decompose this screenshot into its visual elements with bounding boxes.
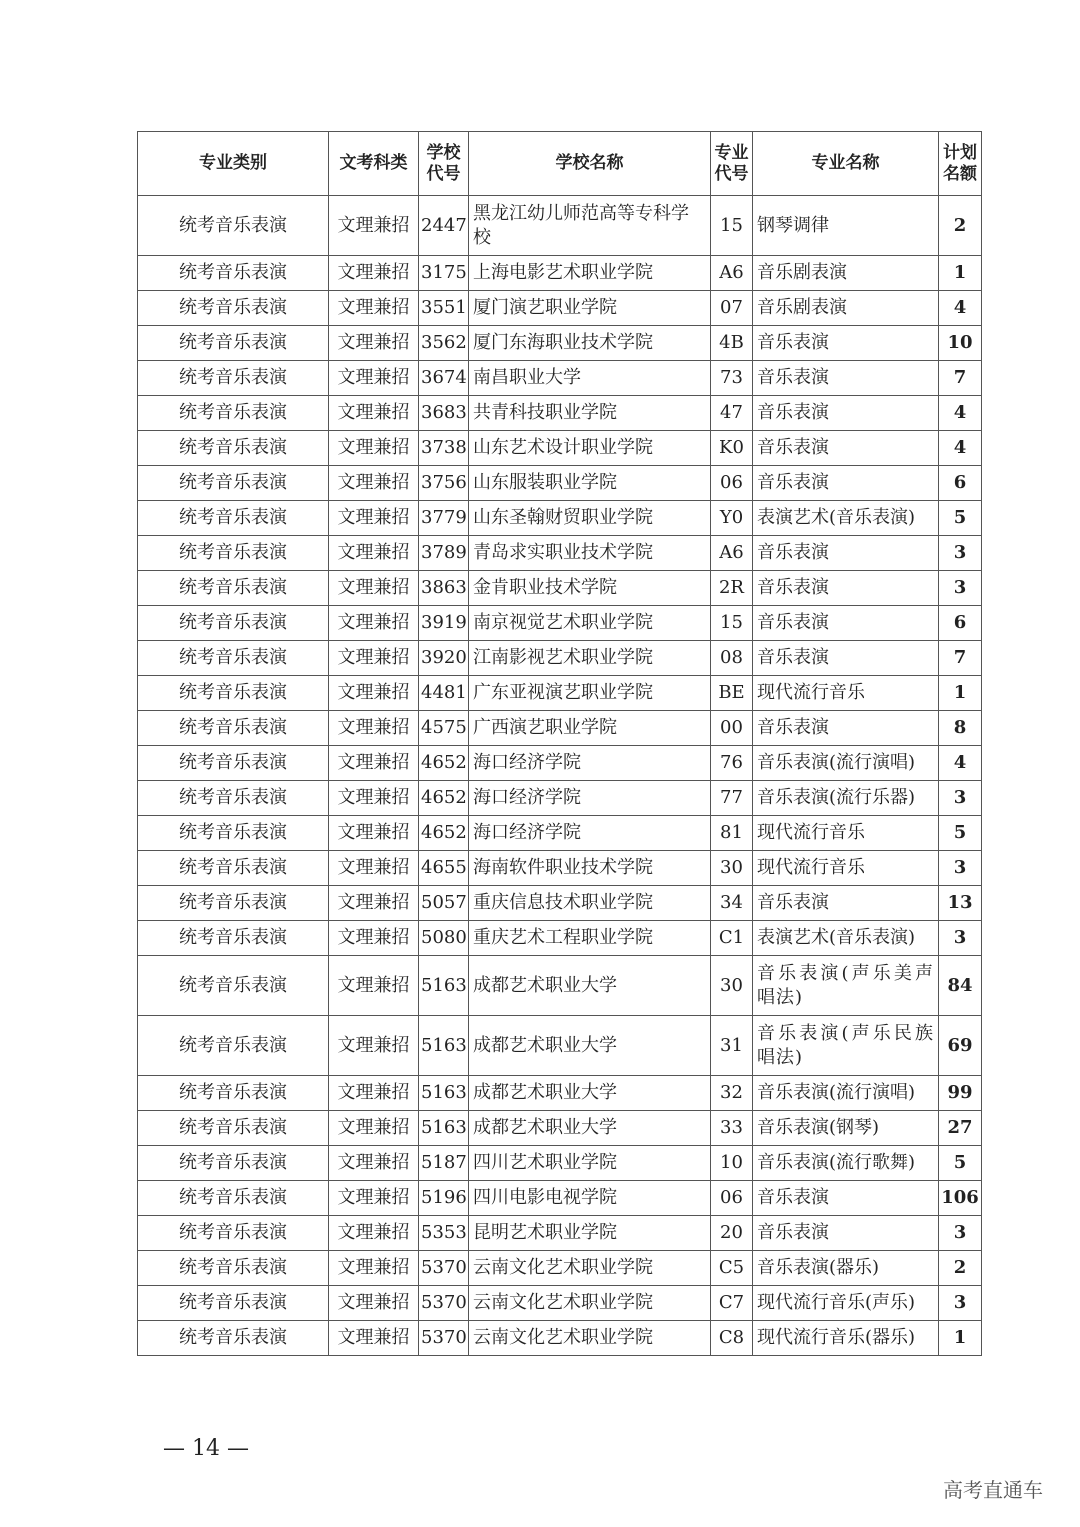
cell-plan-quota: 3 bbox=[939, 536, 982, 571]
cell-school-name: 四川艺术职业学院 bbox=[469, 1146, 711, 1181]
cell-major-code: A6 bbox=[711, 536, 753, 571]
cell-plan-quota: 3 bbox=[939, 571, 982, 606]
cell-major-code: 34 bbox=[711, 886, 753, 921]
cell-plan-quota: 5 bbox=[939, 816, 982, 851]
cell-school-name: 海口经济学院 bbox=[469, 746, 711, 781]
cell-major-code: 2R bbox=[711, 571, 753, 606]
cell-plan-quota: 5 bbox=[939, 501, 982, 536]
cell-major-name: 音乐表演 bbox=[753, 326, 939, 361]
cell-school-code: 5187 bbox=[419, 1146, 469, 1181]
cell-school-name: 海南软件职业技术学院 bbox=[469, 851, 711, 886]
cell-category: 统考音乐表演 bbox=[138, 956, 329, 1016]
cell-category: 统考音乐表演 bbox=[138, 1016, 329, 1076]
cell-plan-quota: 1 bbox=[939, 676, 982, 711]
cell-school-code: 4481 bbox=[419, 676, 469, 711]
cell-major-code: C7 bbox=[711, 1286, 753, 1321]
cell-school-code: 4655 bbox=[419, 851, 469, 886]
cell-exam-type: 文理兼招 bbox=[329, 746, 419, 781]
cell-plan-quota: 1 bbox=[939, 1321, 982, 1356]
cell-major-code: 33 bbox=[711, 1111, 753, 1146]
header-school-code: 学校代号 bbox=[419, 132, 469, 196]
cell-school-code: 5163 bbox=[419, 1111, 469, 1146]
cell-school-name: 云南文化艺术职业学院 bbox=[469, 1321, 711, 1356]
cell-major-name: 音乐表演 bbox=[753, 641, 939, 676]
table-row bbox=[138, 1216, 982, 1251]
cell-category: 统考音乐表演 bbox=[138, 711, 329, 746]
cell-plan-quota: 84 bbox=[939, 956, 982, 1016]
cell-plan-quota: 5 bbox=[939, 1146, 982, 1181]
table-row bbox=[138, 196, 982, 256]
cell-plan-quota: 2 bbox=[939, 1251, 982, 1286]
cell-school-name: 上海电影艺术职业学院 bbox=[469, 256, 711, 291]
table-row bbox=[138, 536, 982, 571]
table-row bbox=[138, 1286, 982, 1321]
cell-category: 统考音乐表演 bbox=[138, 256, 329, 291]
cell-school-name: 南昌职业大学 bbox=[469, 361, 711, 396]
cell-major-code: 76 bbox=[711, 746, 753, 781]
cell-school-code: 4575 bbox=[419, 711, 469, 746]
cell-major-code: 00 bbox=[711, 711, 753, 746]
cell-school-name: 南京视觉艺术职业学院 bbox=[469, 606, 711, 641]
table-row bbox=[138, 851, 982, 886]
cell-exam-type: 文理兼招 bbox=[329, 361, 419, 396]
cell-school-name: 重庆艺术工程职业学院 bbox=[469, 921, 711, 956]
cell-school-code: 2447 bbox=[419, 196, 469, 256]
cell-major-name: 现代流行音乐(声乐) bbox=[753, 1286, 939, 1321]
table-row bbox=[138, 396, 982, 431]
cell-plan-quota: 27 bbox=[939, 1111, 982, 1146]
cell-major-name: 音乐表演(器乐) bbox=[753, 1251, 939, 1286]
cell-major-name: 表演艺术(音乐表演) bbox=[753, 501, 939, 536]
cell-major-name: 音乐表演 bbox=[753, 536, 939, 571]
table-row bbox=[138, 466, 982, 501]
cell-school-name: 成都艺术职业大学 bbox=[469, 1076, 711, 1111]
cell-major-code: 73 bbox=[711, 361, 753, 396]
cell-plan-quota: 6 bbox=[939, 606, 982, 641]
table-row bbox=[138, 1251, 982, 1286]
header-major-code: 专业代号 bbox=[711, 132, 753, 196]
cell-exam-type: 文理兼招 bbox=[329, 781, 419, 816]
cell-major-code: A6 bbox=[711, 256, 753, 291]
cell-school-name: 山东艺术设计职业学院 bbox=[469, 431, 711, 466]
cell-major-name: 现代流行音乐 bbox=[753, 676, 939, 711]
cell-major-name: 音乐表演 bbox=[753, 886, 939, 921]
cell-major-code: 15 bbox=[711, 196, 753, 256]
cell-major-code: 47 bbox=[711, 396, 753, 431]
cell-exam-type: 文理兼招 bbox=[329, 431, 419, 466]
cell-major-name: 音乐表演(流行歌舞) bbox=[753, 1146, 939, 1181]
cell-major-name: 音乐表演 bbox=[753, 431, 939, 466]
cell-plan-quota: 3 bbox=[939, 1286, 982, 1321]
cell-school-code: 3779 bbox=[419, 501, 469, 536]
cell-school-code: 5163 bbox=[419, 956, 469, 1016]
cell-major-name: 音乐表演 bbox=[753, 711, 939, 746]
cell-school-code: 5163 bbox=[419, 1076, 469, 1111]
cell-school-name: 山东圣翰财贸职业学院 bbox=[469, 501, 711, 536]
table-row bbox=[138, 1016, 982, 1076]
cell-major-code: 15 bbox=[711, 606, 753, 641]
cell-school-name: 成都艺术职业大学 bbox=[469, 956, 711, 1016]
cell-category: 统考音乐表演 bbox=[138, 1216, 329, 1251]
cell-exam-type: 文理兼招 bbox=[329, 396, 419, 431]
cell-category: 统考音乐表演 bbox=[138, 1146, 329, 1181]
cell-category: 统考音乐表演 bbox=[138, 431, 329, 466]
cell-plan-quota: 13 bbox=[939, 886, 982, 921]
watermark: 高考直通车 bbox=[943, 1478, 1043, 1502]
cell-category: 统考音乐表演 bbox=[138, 326, 329, 361]
cell-major-name: 音乐表演(流行演唱) bbox=[753, 1076, 939, 1111]
cell-school-name: 海口经济学院 bbox=[469, 816, 711, 851]
cell-plan-quota: 106 bbox=[939, 1181, 982, 1216]
cell-school-name: 黑龙江幼儿师范高等专科学校 bbox=[469, 196, 711, 256]
cell-category: 统考音乐表演 bbox=[138, 1181, 329, 1216]
cell-school-name: 金肯职业技术学院 bbox=[469, 571, 711, 606]
cell-school-code: 3789 bbox=[419, 536, 469, 571]
cell-major-code: 10 bbox=[711, 1146, 753, 1181]
cell-exam-type: 文理兼招 bbox=[329, 501, 419, 536]
cell-school-name: 厦门演艺职业学院 bbox=[469, 291, 711, 326]
cell-major-code: 06 bbox=[711, 1181, 753, 1216]
cell-exam-type: 文理兼招 bbox=[329, 1216, 419, 1251]
cell-category: 统考音乐表演 bbox=[138, 1251, 329, 1286]
cell-category: 统考音乐表演 bbox=[138, 536, 329, 571]
cell-school-code: 5353 bbox=[419, 1216, 469, 1251]
cell-major-code: 08 bbox=[711, 641, 753, 676]
cell-major-code: K0 bbox=[711, 431, 753, 466]
cell-school-code: 4652 bbox=[419, 746, 469, 781]
cell-category: 统考音乐表演 bbox=[138, 196, 329, 256]
cell-category: 统考音乐表演 bbox=[138, 606, 329, 641]
cell-plan-quota: 7 bbox=[939, 361, 982, 396]
cell-plan-quota: 3 bbox=[939, 1216, 982, 1251]
cell-exam-type: 文理兼招 bbox=[329, 921, 419, 956]
cell-major-code: 20 bbox=[711, 1216, 753, 1251]
cell-school-code: 5370 bbox=[419, 1286, 469, 1321]
cell-school-name: 共青科技职业学院 bbox=[469, 396, 711, 431]
cell-major-name: 音乐表演(钢琴) bbox=[753, 1111, 939, 1146]
cell-exam-type: 文理兼招 bbox=[329, 886, 419, 921]
table-row bbox=[138, 816, 982, 851]
cell-school-name: 广东亚视演艺职业学院 bbox=[469, 676, 711, 711]
cell-plan-quota: 7 bbox=[939, 641, 982, 676]
header-category: 专业类别 bbox=[138, 132, 329, 196]
table-row bbox=[138, 326, 982, 361]
cell-category: 统考音乐表演 bbox=[138, 886, 329, 921]
cell-school-name: 山东服装职业学院 bbox=[469, 466, 711, 501]
cell-school-code: 3863 bbox=[419, 571, 469, 606]
cell-exam-type: 文理兼招 bbox=[329, 676, 419, 711]
cell-major-name: 音乐剧表演 bbox=[753, 291, 939, 326]
cell-school-name: 四川电影电视学院 bbox=[469, 1181, 711, 1216]
cell-exam-type: 文理兼招 bbox=[329, 466, 419, 501]
cell-school-code: 3551 bbox=[419, 291, 469, 326]
cell-exam-type: 文理兼招 bbox=[329, 1016, 419, 1076]
admission-plan-table bbox=[137, 131, 982, 1356]
cell-category: 统考音乐表演 bbox=[138, 1321, 329, 1356]
cell-category: 统考音乐表演 bbox=[138, 781, 329, 816]
cell-major-name: 音乐表演 bbox=[753, 1216, 939, 1251]
cell-category: 统考音乐表演 bbox=[138, 641, 329, 676]
cell-major-name: 表演艺术(音乐表演) bbox=[753, 921, 939, 956]
header-major-name: 专业名称 bbox=[753, 132, 939, 196]
table-row bbox=[138, 711, 982, 746]
cell-exam-type: 文理兼招 bbox=[329, 196, 419, 256]
cell-exam-type: 文理兼招 bbox=[329, 956, 419, 1016]
cell-school-name: 成都艺术职业大学 bbox=[469, 1016, 711, 1076]
cell-school-code: 5163 bbox=[419, 1016, 469, 1076]
cell-major-name: 音乐剧表演 bbox=[753, 256, 939, 291]
table-row bbox=[138, 641, 982, 676]
table-row bbox=[138, 921, 982, 956]
table-row bbox=[138, 606, 982, 641]
cell-school-code: 3756 bbox=[419, 466, 469, 501]
table-header-row bbox=[138, 132, 982, 196]
table-row bbox=[138, 781, 982, 816]
cell-category: 统考音乐表演 bbox=[138, 851, 329, 886]
cell-major-name: 音乐表演(声乐民族唱法) bbox=[753, 1016, 939, 1076]
cell-major-code: 30 bbox=[711, 851, 753, 886]
cell-major-code: C1 bbox=[711, 921, 753, 956]
cell-exam-type: 文理兼招 bbox=[329, 606, 419, 641]
cell-major-name: 音乐表演 bbox=[753, 396, 939, 431]
cell-category: 统考音乐表演 bbox=[138, 466, 329, 501]
table-row bbox=[138, 1111, 982, 1146]
cell-exam-type: 文理兼招 bbox=[329, 1181, 419, 1216]
table-row bbox=[138, 431, 982, 466]
cell-exam-type: 文理兼招 bbox=[329, 1251, 419, 1286]
cell-category: 统考音乐表演 bbox=[138, 501, 329, 536]
cell-major-name: 音乐表演 bbox=[753, 606, 939, 641]
cell-exam-type: 文理兼招 bbox=[329, 641, 419, 676]
cell-plan-quota: 3 bbox=[939, 781, 982, 816]
cell-school-name: 青岛求实职业技术学院 bbox=[469, 536, 711, 571]
cell-school-code: 3920 bbox=[419, 641, 469, 676]
cell-plan-quota: 2 bbox=[939, 196, 982, 256]
cell-category: 统考音乐表演 bbox=[138, 1076, 329, 1111]
cell-category: 统考音乐表演 bbox=[138, 1286, 329, 1321]
cell-school-code: 3738 bbox=[419, 431, 469, 466]
cell-exam-type: 文理兼招 bbox=[329, 326, 419, 361]
cell-exam-type: 文理兼招 bbox=[329, 1076, 419, 1111]
table-row bbox=[138, 1076, 982, 1111]
cell-exam-type: 文理兼招 bbox=[329, 1286, 419, 1321]
cell-school-name: 昆明艺术职业学院 bbox=[469, 1216, 711, 1251]
cell-school-name: 成都艺术职业大学 bbox=[469, 1111, 711, 1146]
table-row bbox=[138, 956, 982, 1016]
cell-major-name: 音乐表演(声乐美声唱法) bbox=[753, 956, 939, 1016]
cell-school-code: 3683 bbox=[419, 396, 469, 431]
cell-plan-quota: 3 bbox=[939, 851, 982, 886]
cell-plan-quota: 4 bbox=[939, 396, 982, 431]
cell-exam-type: 文理兼招 bbox=[329, 291, 419, 326]
cell-category: 统考音乐表演 bbox=[138, 291, 329, 326]
cell-category: 统考音乐表演 bbox=[138, 396, 329, 431]
table-row bbox=[138, 746, 982, 781]
cell-major-code: 31 bbox=[711, 1016, 753, 1076]
table-row bbox=[138, 1321, 982, 1356]
cell-plan-quota: 8 bbox=[939, 711, 982, 746]
cell-school-code: 5057 bbox=[419, 886, 469, 921]
cell-major-code: C5 bbox=[711, 1251, 753, 1286]
cell-school-name: 广西演艺职业学院 bbox=[469, 711, 711, 746]
table-row bbox=[138, 676, 982, 711]
header-school-name: 学校名称 bbox=[469, 132, 711, 196]
cell-category: 统考音乐表演 bbox=[138, 921, 329, 956]
cell-major-code: Y0 bbox=[711, 501, 753, 536]
table-row bbox=[138, 1146, 982, 1181]
cell-major-code: 32 bbox=[711, 1076, 753, 1111]
cell-exam-type: 文理兼招 bbox=[329, 1146, 419, 1181]
header-exam-type: 文考科类 bbox=[329, 132, 419, 196]
cell-plan-quota: 4 bbox=[939, 291, 982, 326]
cell-major-name: 现代流行音乐 bbox=[753, 851, 939, 886]
cell-major-name: 音乐表演 bbox=[753, 571, 939, 606]
cell-category: 统考音乐表演 bbox=[138, 816, 329, 851]
cell-plan-quota: 3 bbox=[939, 921, 982, 956]
cell-plan-quota: 10 bbox=[939, 326, 982, 361]
cell-school-name: 厦门东海职业技术学院 bbox=[469, 326, 711, 361]
cell-exam-type: 文理兼招 bbox=[329, 1321, 419, 1356]
cell-plan-quota: 4 bbox=[939, 431, 982, 466]
cell-category: 统考音乐表演 bbox=[138, 676, 329, 711]
cell-school-code: 5370 bbox=[419, 1251, 469, 1286]
cell-school-code: 5196 bbox=[419, 1181, 469, 1216]
cell-plan-quota: 4 bbox=[939, 746, 982, 781]
cell-category: 统考音乐表演 bbox=[138, 571, 329, 606]
cell-plan-quota: 6 bbox=[939, 466, 982, 501]
cell-major-name: 现代流行音乐 bbox=[753, 816, 939, 851]
cell-plan-quota: 69 bbox=[939, 1016, 982, 1076]
cell-plan-quota: 1 bbox=[939, 256, 982, 291]
cell-school-code: 4652 bbox=[419, 781, 469, 816]
cell-school-name: 云南文化艺术职业学院 bbox=[469, 1286, 711, 1321]
cell-exam-type: 文理兼招 bbox=[329, 1111, 419, 1146]
cell-exam-type: 文理兼招 bbox=[329, 711, 419, 746]
table-row bbox=[138, 291, 982, 326]
cell-major-code: 07 bbox=[711, 291, 753, 326]
cell-major-name: 音乐表演 bbox=[753, 361, 939, 396]
cell-major-name: 音乐表演 bbox=[753, 1181, 939, 1216]
table-row bbox=[138, 1181, 982, 1216]
cell-major-code: C8 bbox=[711, 1321, 753, 1356]
table-row bbox=[138, 571, 982, 606]
page-number: — 14 — bbox=[163, 1436, 249, 1461]
cell-exam-type: 文理兼招 bbox=[329, 851, 419, 886]
cell-major-code: 81 bbox=[711, 816, 753, 851]
cell-plan-quota: 99 bbox=[939, 1076, 982, 1111]
cell-major-name: 音乐表演 bbox=[753, 466, 939, 501]
cell-major-code: BE bbox=[711, 676, 753, 711]
cell-school-code: 5370 bbox=[419, 1321, 469, 1356]
cell-school-code: 3175 bbox=[419, 256, 469, 291]
cell-exam-type: 文理兼招 bbox=[329, 571, 419, 606]
table-row bbox=[138, 886, 982, 921]
cell-exam-type: 文理兼招 bbox=[329, 256, 419, 291]
cell-major-code: 77 bbox=[711, 781, 753, 816]
cell-category: 统考音乐表演 bbox=[138, 361, 329, 396]
cell-exam-type: 文理兼招 bbox=[329, 536, 419, 571]
cell-exam-type: 文理兼招 bbox=[329, 816, 419, 851]
cell-school-code: 3562 bbox=[419, 326, 469, 361]
cell-major-code: 06 bbox=[711, 466, 753, 501]
cell-category: 统考音乐表演 bbox=[138, 746, 329, 781]
cell-major-name: 音乐表演(流行乐器) bbox=[753, 781, 939, 816]
cell-school-code: 5080 bbox=[419, 921, 469, 956]
cell-major-name: 现代流行音乐(器乐) bbox=[753, 1321, 939, 1356]
cell-school-name: 江南影视艺术职业学院 bbox=[469, 641, 711, 676]
cell-school-code: 4652 bbox=[419, 816, 469, 851]
table-row bbox=[138, 256, 982, 291]
cell-major-name: 音乐表演(流行演唱) bbox=[753, 746, 939, 781]
cell-major-name: 钢琴调律 bbox=[753, 196, 939, 256]
cell-school-name: 云南文化艺术职业学院 bbox=[469, 1251, 711, 1286]
cell-major-code: 4B bbox=[711, 326, 753, 361]
cell-school-name: 重庆信息技术职业学院 bbox=[469, 886, 711, 921]
cell-school-code: 3674 bbox=[419, 361, 469, 396]
table-row bbox=[138, 361, 982, 396]
cell-major-code: 30 bbox=[711, 956, 753, 1016]
cell-school-name: 海口经济学院 bbox=[469, 781, 711, 816]
cell-category: 统考音乐表演 bbox=[138, 1111, 329, 1146]
cell-school-code: 3919 bbox=[419, 606, 469, 641]
table-row bbox=[138, 501, 982, 536]
header-plan-quota: 计划名额 bbox=[939, 132, 982, 196]
